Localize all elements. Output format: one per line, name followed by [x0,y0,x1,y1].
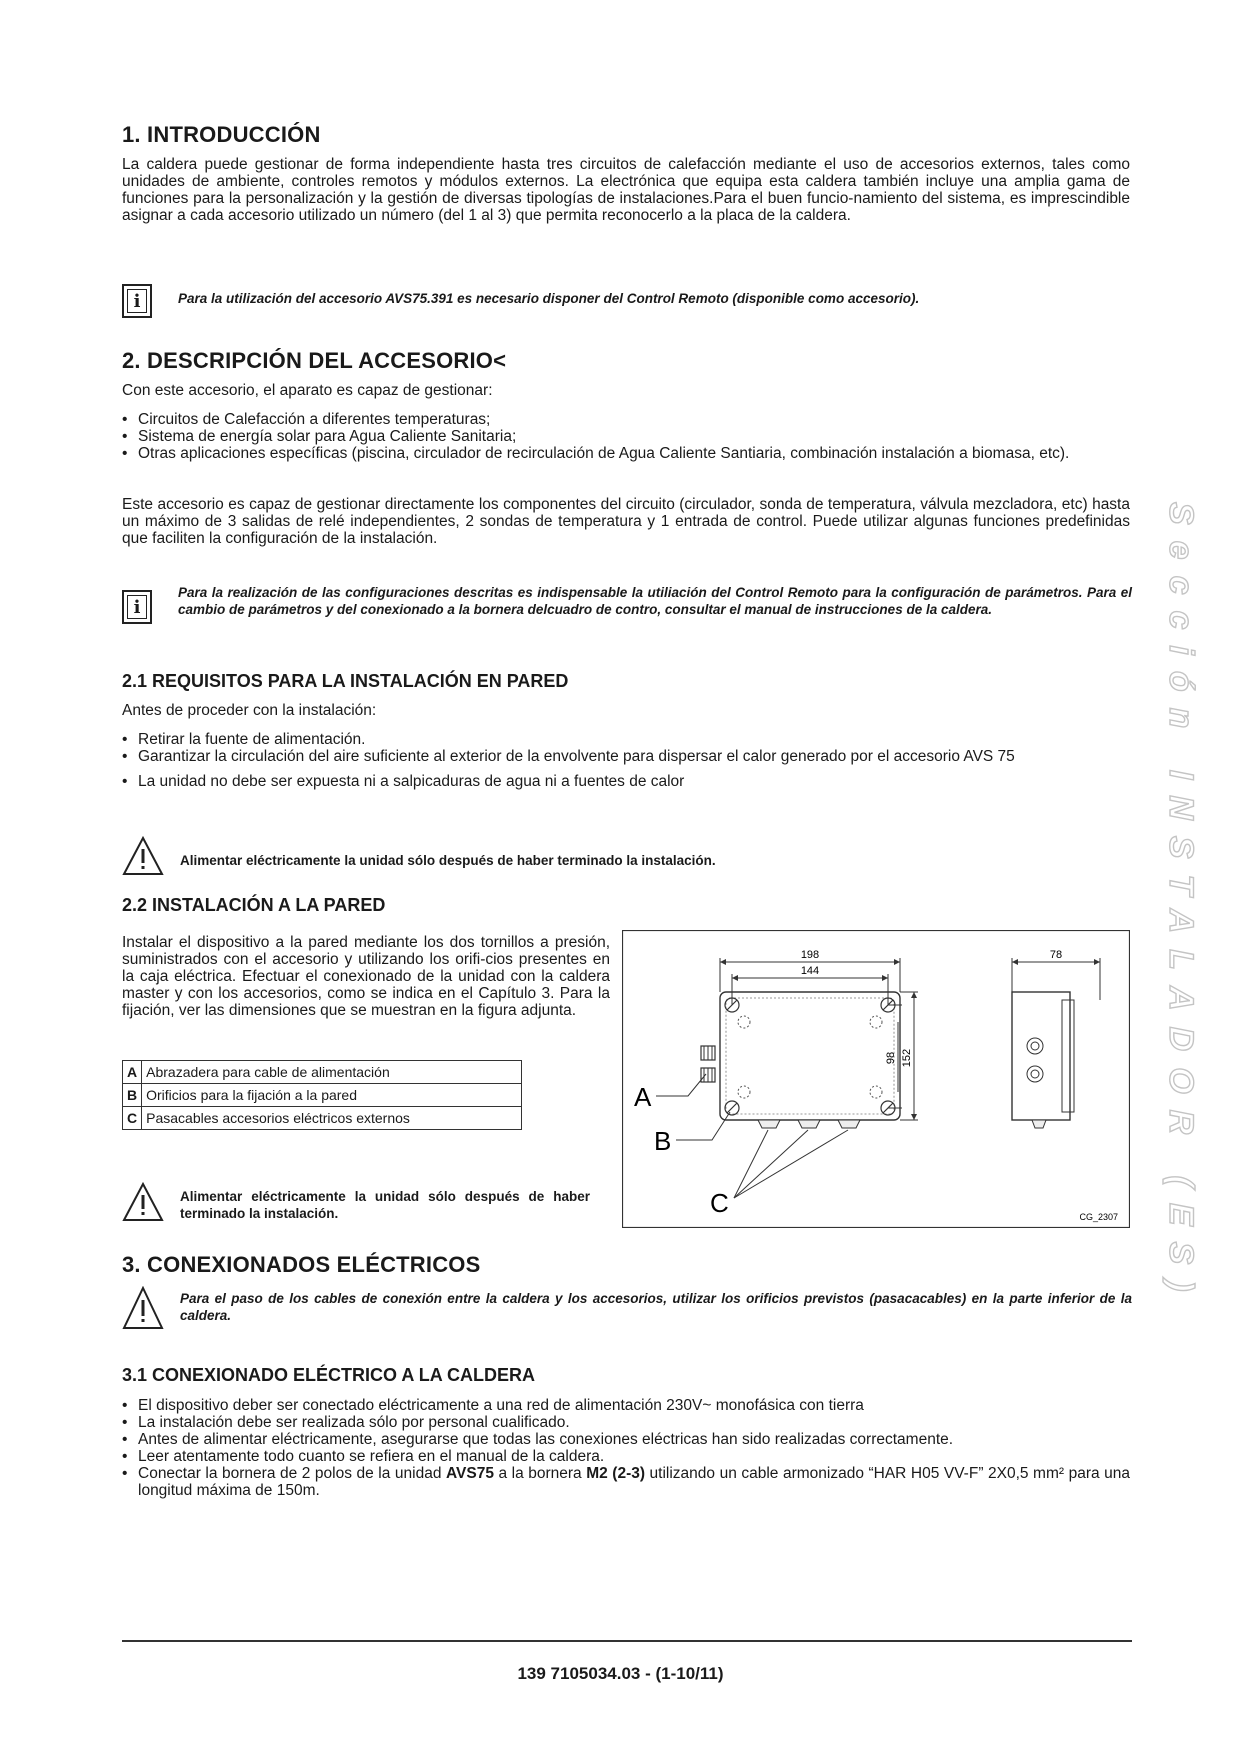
section-sidebar [1148,500,1208,1320]
callout-a-label: A [634,1082,652,1112]
footer-divider [122,1640,1132,1642]
table-row [123,1107,522,1130]
legend-text: Pasacables accesorios eléctricos externos [146,1110,410,1126]
legend-key: B [127,1087,138,1103]
section-1-title: 1. INTRODUCCIÓN [122,122,321,147]
info-icon: i [122,590,152,624]
list-item-text: utilizando un cable armonizado “HAR H05 VV-F” 2X0,5 mm² para una longitud máxima de 150m. [138,1465,1130,1499]
list-item: • Garantizar la circulación del aire suficiente al exterior de la envolvente para dispersar el calor generado por el accesorio AVS 75 [122,748,1130,765]
section-2-1-title: 2.1 REQUISITOS PARA LA INSTALACIÓN EN PARED [122,671,569,691]
wall-mount-diagram [622,930,1130,1228]
warning-text: Para el paso de los cables de conexión entre la caldera y los accesorios, utilizar los orificios previstos (pasacacables) en la parte inferior de la caldera. [180,1291,1132,1323]
legend-key: C [127,1110,138,1126]
warning-text: Alimentar eléctricamente la unidad sólo después de haber terminado la instalación. [180,1189,590,1221]
info-note-1 [122,284,1132,318]
legend-text: Orificios para la fijación a la pared [146,1087,358,1103]
section-2-1-list [122,731,1130,790]
list-item-bold: M2 (2-3) [586,1465,646,1482]
warning-icon [122,1286,164,1330]
footer-code: 139 7105034.03 - (1-10/11) [517,1664,724,1683]
section-2-2-body: Instalar el dispositivo a la pared mediante los dos tornillos a presión, suministrados con el accesorio y utilizando los orifi-cios presentes en la caja eléctrica. Efectuar el conexionado de la unidad con la caldera master y con los accesorios, como se indica en el Capítulo 3. Para la fijación, ver las dimensiones que se muestran en la figura adjunta. [122,934,610,1019]
info-note-text: Para la utilización del accesorio AVS75.391 es necesario disponer del Control Remoto (disponible como accesorio). [178,291,920,306]
info-note-text: Para la realización de las configuraciones descritas es indispensable la utiliación del Control Remoto para la configuración de parámetros. Para el cambio de parámetros y del conexionado a la bornera delcuadro de contro, consultar el manual de instrucciones de la caldera. [178,585,1132,617]
section-3-title: 3. CONEXIONADOS ELÉCTRICOS [122,1252,481,1277]
legend-table [122,1060,522,1130]
list-item: • La instalación debe ser realizada sólo por personal cualificado. [122,1414,1130,1431]
list-item-text: a la bornera [493,1465,587,1482]
list-item: • Circuitos de Calefacción a diferentes temperaturas; [122,411,1130,428]
info-note-2 [122,584,1132,624]
callout-b-label: B [654,1126,672,1156]
section-2-list [122,411,1130,462]
warning-icon [122,836,164,876]
section-2-body: Este accesorio es capaz de gestionar directamente los componentes del circuito (circulador, sonda de temperatura, válvula mezcladora, etc) hasta un máximo de 3 salidas de relé independientes, 2 sondas de temperatura y 1 entrada de control. Puede utilizar algunas funciones predefinidas que faciliten la configuración de la instalación. [122,496,1130,547]
section-2-intro: Con este accesorio, el aparato es capaz de gestionar: [122,382,493,399]
list-item-text: Conectar la bornera de 2 polos de la unidad [138,1465,446,1482]
dim-holes-v-label: 98 [885,1051,897,1065]
info-icon: i [122,284,152,318]
callout-c-label: C [710,1188,729,1218]
list-item: • Leer atentamente todo cuanto se refiera en el manual de la caldera. [122,1448,1130,1465]
dim-depth-label: 78 [1049,949,1063,961]
section-2-2-title: 2.2 INSTALACIÓN A LA PARED [122,895,386,915]
list-item: • Sistema de energía solar para Agua Caliente Sanitaria; [122,428,1130,445]
section-3-1-list [122,1397,1130,1499]
list-item-bold: AVS75 [445,1465,494,1482]
list-item: • Retirar la fuente de alimentación. [122,731,1130,748]
list-item: • El dispositivo deber ser conectado eléctricamente a una red de alimentación 230V~ monofásica con tierra [122,1397,1130,1414]
list-item: • Antes de alimentar eléctricamente, asegurarse que todas las conexiones eléctricas han sido realizadas correctamente. [122,1431,1130,1448]
section-1-body: La caldera puede gestionar de forma independiente hasta tres circuitos de calefacción mediante el uso de accesorios externos, tales como unidades de ambiente, controles remotos y módulos externos. La electrónica que equipa esta caldera también incluye una amplia gama de funciones para la personalización y la gestión de diversas tipologías de instalaciones.Para el buen funcio-namiento del sistema, es imprescindible asignar a cada accesorio utilizado un número (del 1 al 3) que permita reconocerlo a la placa de la caldera. [122,156,1130,224]
warning-text: Alimentar eléctricamente la unidad sólo después de haber terminado la instalación. [180,853,716,868]
warning-note-1 [122,836,1132,876]
sidebar-label: Sección INSTALADOR (ES) [1162,502,1200,1308]
list-item: • Otras aplicaciones específicas (piscina, circulador de recirculación de Agua Caliente Santiaria, combinación instalación a biomasa, etc). [122,445,1130,462]
section-2-title: 2. DESCRIPCIÓN DEL ACCESORIO< [122,348,507,373]
list-item [122,1465,1130,1499]
dim-holes-h-label: 144 [800,965,820,977]
list-item: • La unidad no debe ser expuesta ni a salpicaduras de agua ni a fuentes de calor [122,773,1130,790]
legend-key: A [127,1064,138,1080]
section-2-1-intro: Antes de proceder con la instalación: [122,702,377,719]
figure-code: CG_2307 [1079,1212,1118,1222]
table-row [123,1084,522,1107]
dim-height-label: 152 [901,1048,913,1068]
warning-note-2 [122,1182,592,1222]
dim-width-label: 198 [800,949,820,961]
section-3-1-title: 3.1 CONEXIONADO ELÉCTRICO A LA CALDERA [122,1365,536,1385]
warning-note-3 [122,1286,1132,1330]
legend-text: Abrazadera para cable de alimentación [146,1064,390,1080]
warning-icon [122,1182,164,1222]
table-row [123,1061,522,1084]
